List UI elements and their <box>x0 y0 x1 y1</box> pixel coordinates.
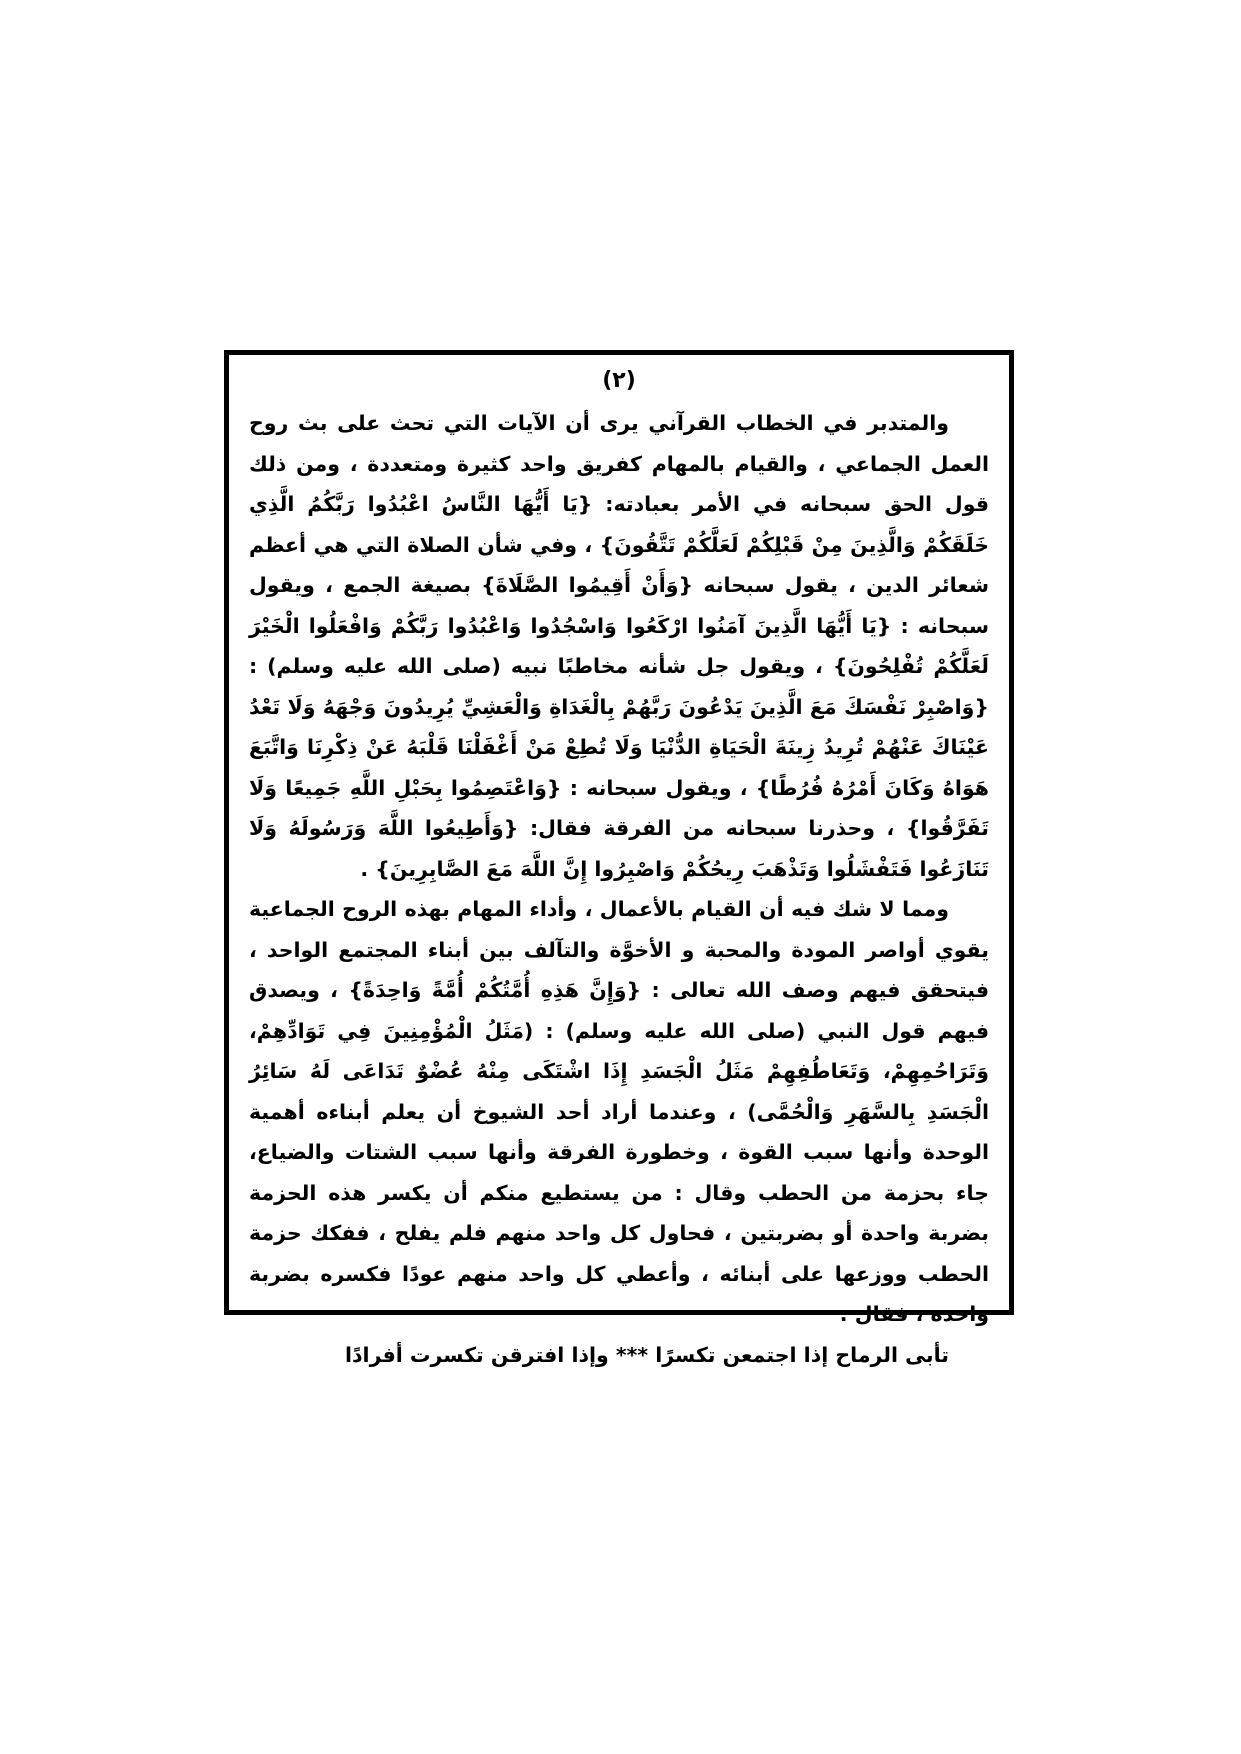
paragraph-2: ومما لا شك فيه أن القيام بالأعمال ، وأداء المهام بهذه الروح الجماعية يقوي أواصر المودة والمحبة و الأخوَّة والتآلف بين أبناء المجتمع الواحد ، فيتحقق فيهم وصف الله تعالى : {وَإِنَّ هَذِهِ أُمَّتُكُمْ أُمَّةً وَاحِدَةً} ، ويصدق فيهم قول النبي (صلى الله عليه وسلم) : (مَثَلُ الْمُؤْمِنِينَ فِي تَوَادِّهِمْ، وَتَرَاحُمِهِمْ، وَتَعَاطُفِهِمْ مَثَلُ الْجَسَدِ إِذَا اشْتَكَى مِنْهُ عُضْوٌ تَدَاعَى لَهُ سَائِرُ الْجَسَدِ بِالسَّهَرِ وَالْحُمَّى) ، وعندما أراد أحد الشيوخ أن يعلم أبناءه أهمية الوحدة وأنها سبب القوة ، وخطورة الفرقة وأنها سبب الشتات والضياع، جاء بحزمة من الحطب وقال : من يستطيع منكم أن يكسر هذه الحزمة بضربة واحدة أو بضربتين ، فحاول كل واحد منهم فلم يفلح ، ففكك حزمة الحطب ووزعها على أبنائه ، وأعطي كل واحد منهم عودًا فكسره بضربة واحدة ، فقال : <box>249 897 989 1326</box>
page-number: (٢) <box>602 368 636 393</box>
page-frame <box>224 350 1014 1367</box>
paragraph-1: والمتدبر في الخطاب القرآني يرى أن الآيات التي تحث على بث روح العمل الجماعي ، والقيام بالمهام كفريق واحد كثيرة ومتعددة ، ومن ذلك قول الحق سبحانه في الأمر بعبادته: {يَا أَيُّهَا النَّاسُ اعْبُدُوا رَبَّكُمُ الَّذِي خَلَقَكُمْ وَالَّذِينَ مِنْ قَبْلِكُمْ لَعَلَّكُمْ تَتَّقُونَ} ، وفي شأن الصلاة التي هي أعظم شعائر الدين ، يقول سبحانه {وَأَنْ أَقِيمُوا الصَّلَاةَ} بصيغة الجمع ، ويقول سبحانه : {يَا أَيُّهَا الَّذِينَ آمَنُوا ارْكَعُوا وَاسْجُدُوا وَاعْبُدُوا رَبَّكُمْ وَافْعَلُوا الْخَيْرَ لَعَلَّكُمْ تُفْلِحُونَ} ، ويقول جل شأنه مخاطبًا نبيه (صلى الله عليه وسلم) : {وَاصْبِرْ نَفْسَكَ مَعَ الَّذِينَ يَدْعُونَ رَبَّهُمْ بِالْغَدَاةِ وَالْعَشِيِّ يُرِيدُونَ وَجْهَهُ وَلَا تَعْدُ عَيْنَاكَ عَنْهُمْ تُرِيدُ زِينَةَ الْحَيَاةِ الدُّنْيَا وَلَا تُطِعْ مَنْ أَغْفَلْنَا قَلْبَهُ عَنْ ذِكْرِنَا وَاتَّبَعَ هَوَاهُ وَكَانَ أَمْرُهُ فُرُطًا} ، ويقول سبحانه : {وَاعْتَصِمُوا بِحَبْلِ اللَّهِ جَمِيعًا وَلَا تَفَرَّقُوا} ، وحذرنا سبحانه من الفرقة فقال: {وَأَطِيعُوا اللَّهَ وَرَسُولَهُ وَلَا تَنَازَعُوا فَتَفْشَلُوا وَتَذْهَبَ رِيحُكُمْ وَاصْبِرُوا إِنَّ اللَّهَ مَعَ الصَّابِرِينَ} . <box>249 411 989 881</box>
poetry-verse: تأبى الرماح إذا اجتمعن تكسرًا *** وإذا افترقن تكسرت أفرادًا <box>345 1342 949 1367</box>
